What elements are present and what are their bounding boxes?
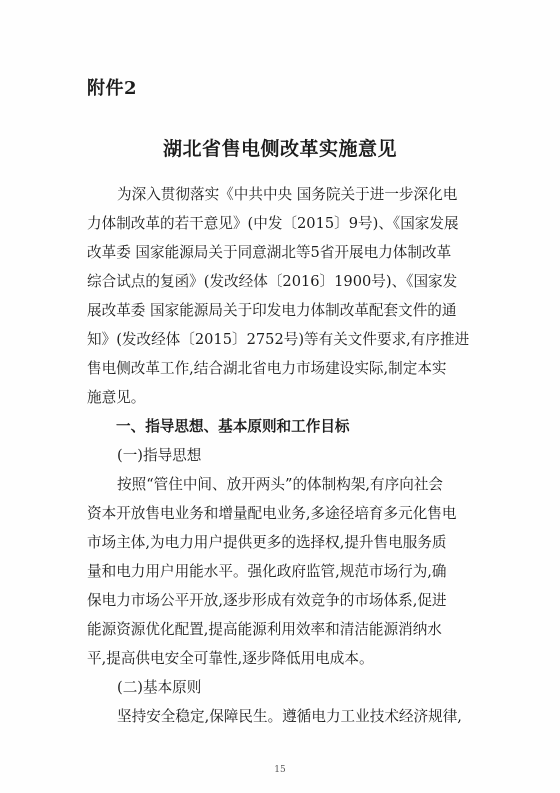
intro-line: 综合试点的复函》(发改经体〔2016〕1900号)、《国家发	[87, 273, 458, 290]
intro-line: 改革委 国家能源局关于同意湖北等5省开展电力体制改革	[87, 244, 452, 261]
guiding-line: 资本开放售电业务和增量配电业务,多途径培育多元化售电	[87, 505, 457, 522]
guiding-line: 量和电力用户用能水平。强化政府监管,规范市场行为,确	[87, 563, 447, 580]
principle-line: 坚持安全稳定,保障民生。遵循电力工业技术经济规律,	[117, 708, 462, 725]
intro-line: 知》(发改经体〔2015〕2752号)等有关文件要求,有序推进	[87, 331, 470, 348]
guiding-line: 市场主体,为电力用户提供更多的选择权,提升售电服务质	[87, 534, 447, 551]
guiding-line: 按照“管住中间、放开两头”的体制构架,有序向社会	[117, 476, 444, 493]
intro-line: 展改革委 国家能源局关于印发电力体制改革配套文件的通	[87, 302, 457, 319]
attachment-label: 附件2	[87, 78, 138, 99]
intro-line: 为深入贯彻落实《中共中央 国务院关于进一步深化电	[117, 186, 458, 203]
guiding-line: 保电力市场公平开放,逐步形成有效竞争的市场体系,促进	[87, 592, 447, 609]
intro-line: 力体制改革的若干意见》(中发〔2015〕9号)、《国家发展	[87, 215, 459, 232]
guiding-line: 能源资源优化配置,提高能源利用效率和清洁能源消纳水	[87, 621, 442, 638]
guiding-line: 平,提高供电安全可靠性,逐步降低用电成本。	[87, 650, 374, 667]
intro-line: 售电侧改革工作,结合湖北省电力市场建设实际,制定本实	[87, 360, 447, 377]
section-heading: 一、指导思想、基本原则和工作目标	[116, 418, 350, 435]
intro-line: 施意见。	[87, 389, 146, 406]
document-title: 湖北省售电侧改革实施意见	[162, 138, 397, 160]
subsection-heading: (一)指导思想	[117, 447, 202, 464]
subsection-heading: (二)基本原则	[117, 679, 202, 696]
page-number: 15	[274, 765, 286, 775]
